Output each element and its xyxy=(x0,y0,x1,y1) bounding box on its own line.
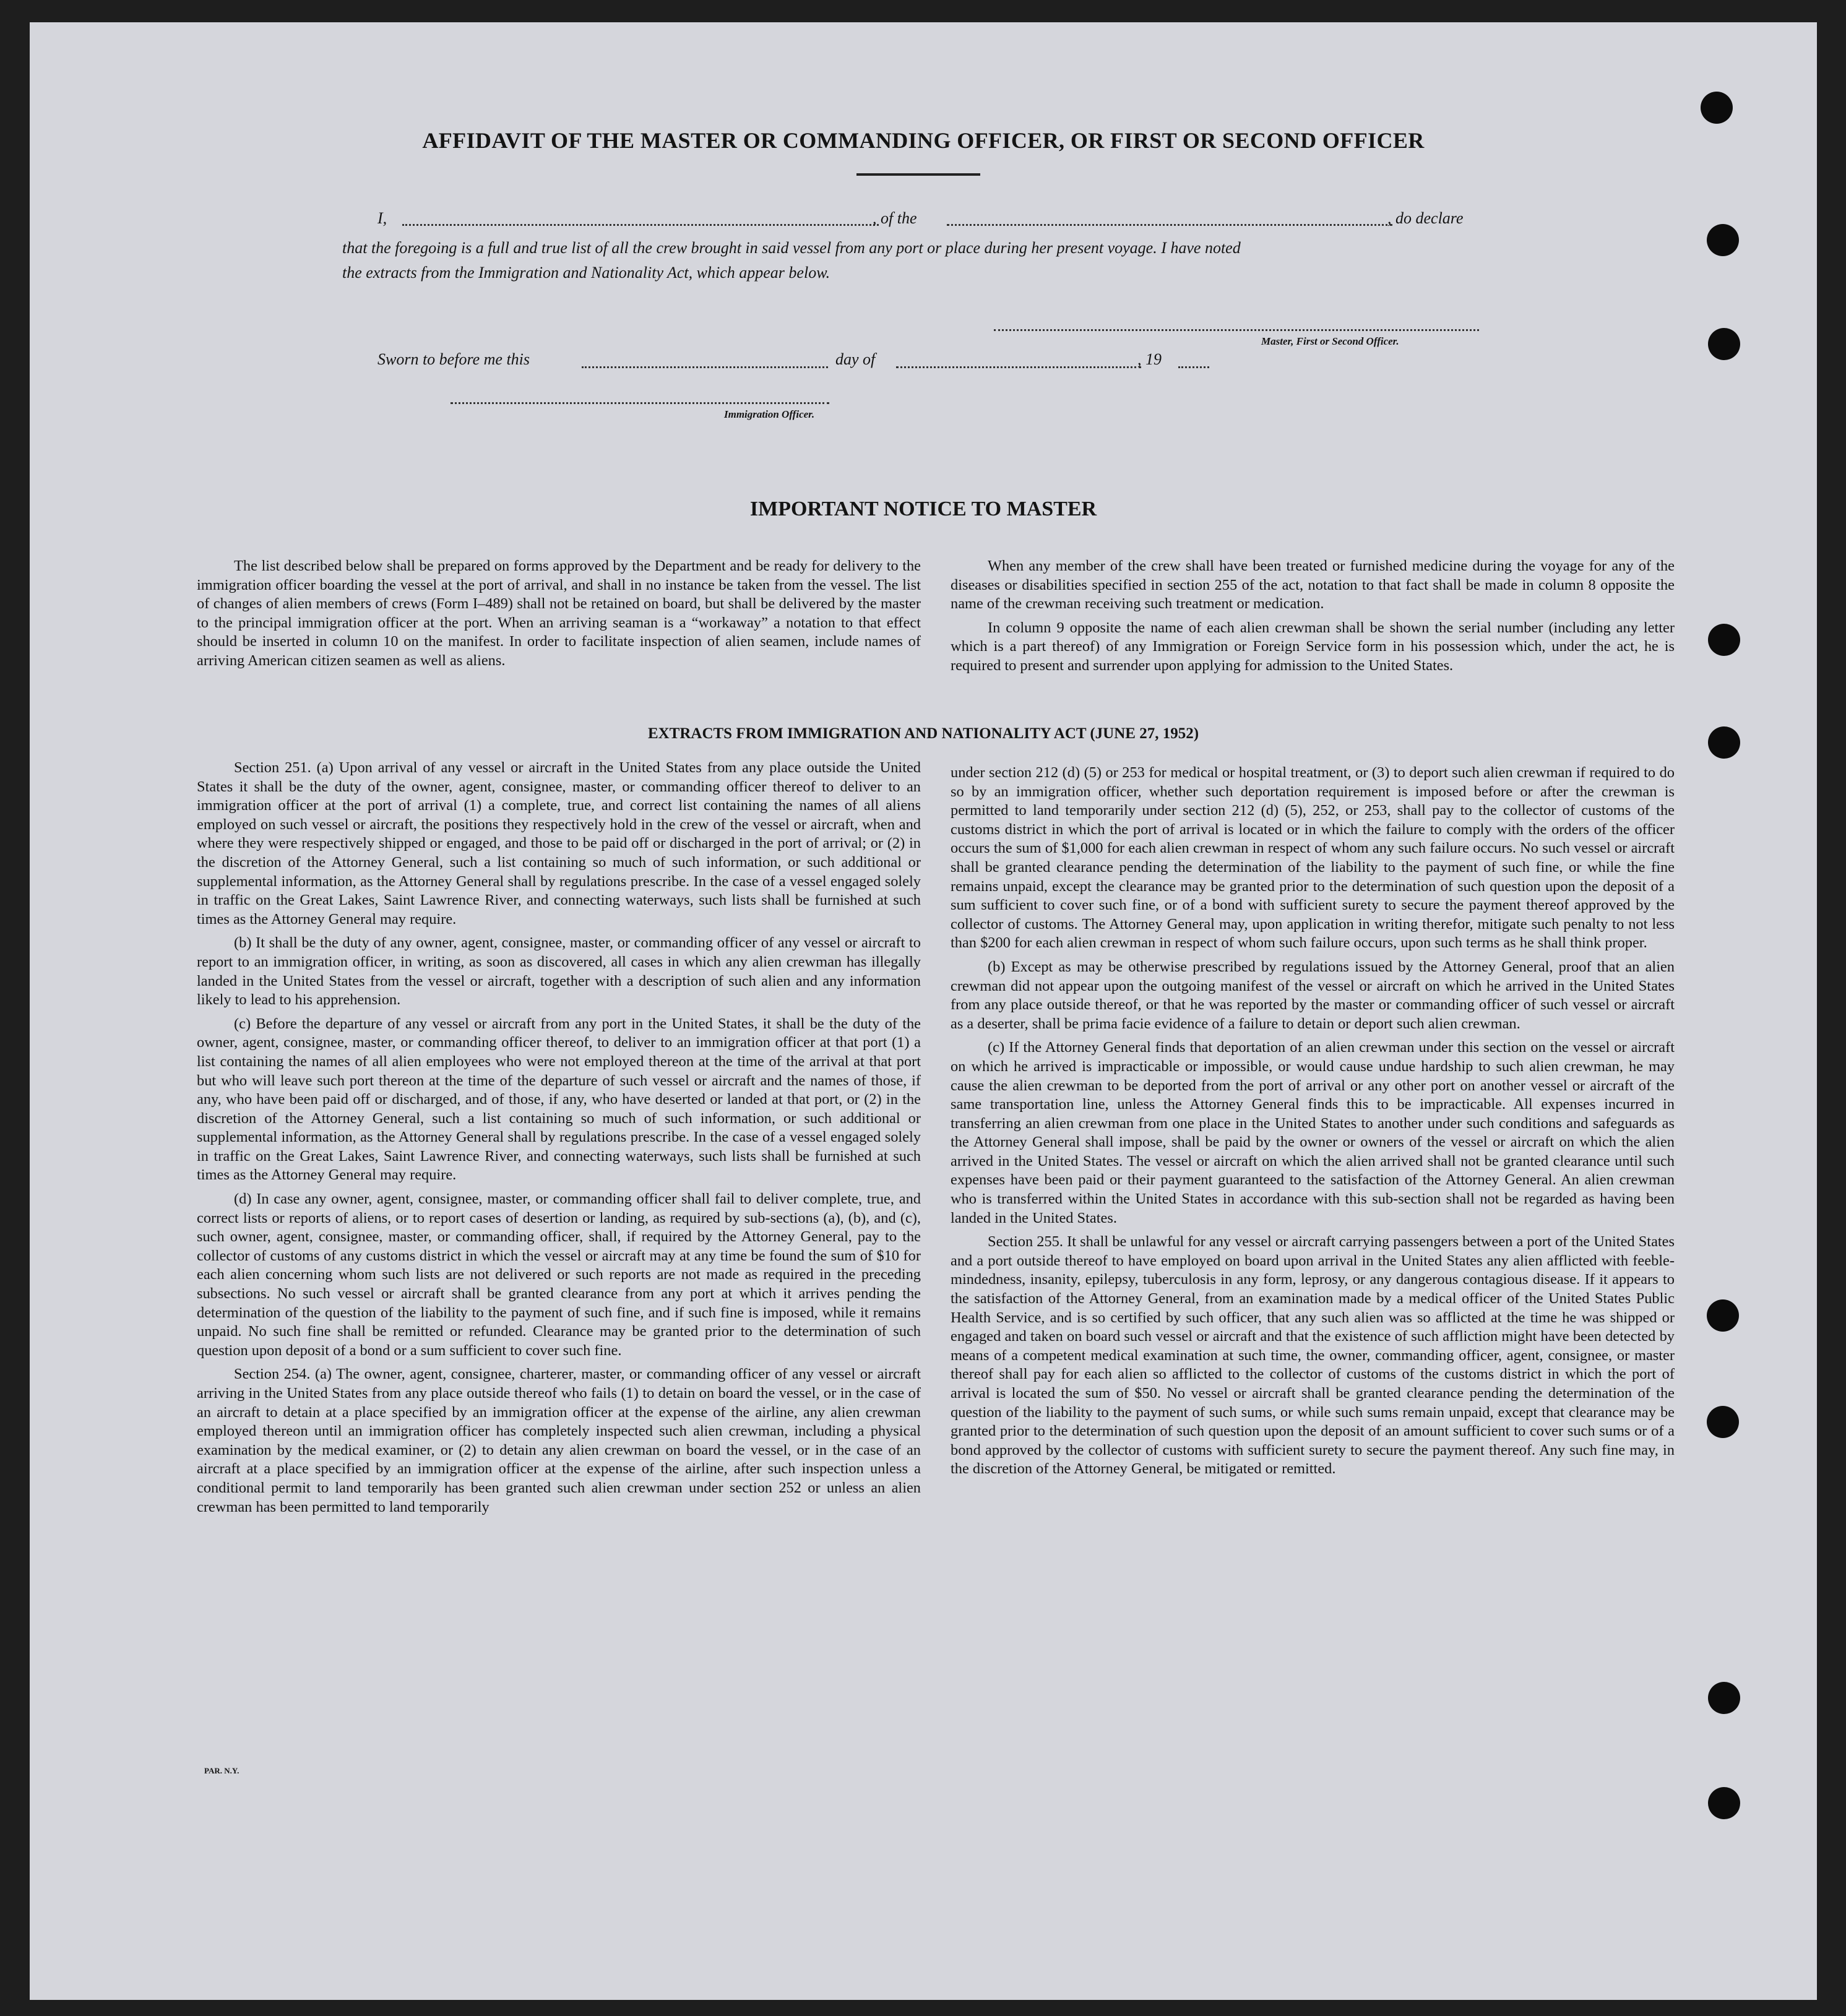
sworn-day-field[interactable] xyxy=(582,366,828,368)
binder-hole xyxy=(1708,1682,1740,1714)
binder-hole xyxy=(1708,328,1740,360)
section-251-b: (b) It shall be the duty of any owner, agent, consignee, master, or commanding officer of any vessel or aircraft to report to an immigration officer, in writing, as soon as discovered, all cases in which any alien crewman has illegally landed in the United States from the vessel or aircraft, together with a description of such alien and any information likely to lead to his apprehension. xyxy=(197,934,921,1009)
form-page xyxy=(30,22,1817,2000)
section-254-a-continued: under section 212 (d) (5) or 253 for medical or hospital treatment, or (3) to deport such alien crewman if required to do so by an immigration officer, whether such deportation requirement is imposed before or after the crewman is permitted to land temporarily under section 212 (d) (5), 252, or 253, shall pay to the collector of customs of the customs district in which the port of arrival is located or in which the failure to comply with the orders of the officer occurs the sum of $1,000 for each alien crewman in respect of whom any such failure occurs. No such vessel or aircraft shall be granted clearance pending the determination of the liability to the payment of such fine, or while the fine remains unpaid, except the clearance may be granted prior to the determination of such question upon the deposit of a sum sufficient to cover such fine, or of a bond with sufficient surety to secure the payment thereof approved by the collector of customs. The Attorney General may, upon application in writing therefor, mitigate such penalty to not less than $200 for each alien crewman in respect of whom such failure occurs, upon such terms as he shall think proper. xyxy=(951,764,1675,952)
binder-hole xyxy=(1707,1299,1739,1332)
notice-right-paragraph-1: When any member of the crew shall have been treated or furnished medicine during the voyage for any of the diseases or disabilities specified in section 255 of the act, notation to that fact shall be made in column 8 opposite the name of the crewman receiving such treatment or medication. xyxy=(951,558,1675,613)
master-signature-label: Master, First or Second Officer. xyxy=(1261,335,1399,347)
day-of-label: day of xyxy=(835,350,876,368)
sworn-month-field[interactable] xyxy=(896,366,1141,368)
extracts-title: EXTRACTS FROM IMMIGRATION AND NATIONALITY ACT (JUNE 27, 1952) xyxy=(647,725,1199,742)
notice-left-column xyxy=(197,557,921,676)
printer-mark: PAR. N.Y. xyxy=(204,1766,239,1775)
section-255: Section 255. It shall be unlawful for any vessel or aircraft carrying passengers between a port of the United States and a port outside thereof to have employed on board upon arrival in the United States any alien afflicted with feeble-mindedness, insanity, epilepsy, tuberculosis in any form, leprosy, or any dangerous contagious disease. If it appears to the satisfaction of the Attorney General, from an examination made by a medical officer of the United States Public Health Service, and is so certified by such officer, that any such alien was so afflicted at the time he was shipped or engaged and taken on board such vessel or aircraft and that the existence of such affliction might have been detected by means of a competent medical examination at such time, the owner, commanding officer, agent, consignee, or master thereof shall pay for each alien so afflicted to the collector of customs of the customs district in which the port of arrival is located the sum of $50. No vessel or aircraft shall be granted clearance pending the determination of the question of the liability to the payment of such sums, or while such sums remain unpaid, except that clearance may be granted prior to the determination of such question upon the deposit of an amount sufficient to cover such sums or of a bond approved by the collector of customs with sufficient surety to secure the payment thereof. Any such fine may, in the discretion of the Attorney General, be mitigated or remitted. xyxy=(951,1233,1675,1478)
immigration-officer-label: Immigration Officer. xyxy=(724,408,815,420)
sworn-label: Sworn to before me this xyxy=(377,350,530,368)
binder-hole xyxy=(1708,624,1740,656)
name-field[interactable] xyxy=(402,224,879,226)
section-254-a: Section 254. (a) The owner, agent, consignee, charterer, master, or commanding officer of any vessel or aircraft arriving in the United States from any place outside thereof who fails (1) to detain on board the vessel, or in the case of an aircraft to detain at a place specified by an immigration officer at the expense of the airline, any alien crewman employed thereon until an immigration officer has completely inspected such alien crewman, including a physical examination by the medical examiner, or (2) to detain any alien crewman on board the vessel, or in the case of an aircraft at a place specified by an immigration officer at the expense of the airline, after such inspection unless a conditional permit to land temporarily has been granted such alien crewman under section 252 or unless an alien crewman has been permitted to land temporarily xyxy=(197,1366,921,1515)
notice-right-paragraph-2: In column 9 opposite the name of each alien crewman shall be shown the serial number (including any letter which is a part thereof) of any Immigration or Foreign Service form in his possession which, under the act, he is required to present and surrender upon applying for admission to the United States. xyxy=(951,619,1675,674)
vessel-field[interactable] xyxy=(947,224,1392,226)
section-251-c: (c) Before the departure of any vessel or aircraft from any port in the United States, it shall be the duty of the owner, agent, consignee, master, or commanding officer thereof, to deliver to an immigration officer at that port (1) a list containing the names of all alien employees who were not employed thereon at the time of the arrival at that port but who will leave such port thereon at the time of the departure of such vessel or aircraft and the names of those, if any, who have been paid off or discharged, and of those, if any, who have deserted or landed at that port, or (2) in the discretion of the Attorney General, such a list containing so much of such information, or such additional or supplemental information, as the Attorney General shall by regulations prescribe. In the case of a vessel engaged solely in traffic on the Great Lakes, Saint Lawrence River, and connecting waterways, such lists shall be furnished at such times as the Attorney General may require. xyxy=(197,1015,921,1184)
year-label: , 19 xyxy=(1137,350,1162,368)
extracts-right-column xyxy=(951,764,1675,1484)
binder-hole xyxy=(1707,1406,1739,1438)
section-251-a: Section 251. (a) Upon arrival of any vessel or aircraft in the United States from any place outside the United States it shall be the duty of the owner, agent, consignee, master, or commanding officer thereof to deliver to an immigration officer at the port of arrival (1) a complete, true, and correct list containing the names of all aliens employed on such vessel or aircraft, the positions they respectively hold in the crew of the vessel or aircraft, when and where they were respectively shipped or engaged, and those to be paid off or discharged in the port of arrival; or (2) in the discretion of the Attorney General, such a list containing so much of such information, or such additional or supplemental information, as the Attorney General shall by regulations prescribe. In the case of a vessel engaged solely in traffic on the Great Lakes, Saint Lawrence River, and connecting waterways, such lists shall be furnished at such times as the Attorney General may require. xyxy=(197,759,921,928)
affidavit-title: AFFIDAVIT OF THE MASTER OR COMMANDING OFFICER, OR FIRST OR SECOND OFFICER xyxy=(422,128,1425,153)
statement-line-1: that the foregoing is a full and true list of all the crew brought in said vessel from any port or place during her present voyage. I have noted xyxy=(342,239,1241,257)
do-declare-label: , do declare xyxy=(1387,209,1464,227)
binder-hole xyxy=(1707,224,1739,256)
i-label: I, xyxy=(377,209,387,227)
notice-right-column xyxy=(951,557,1675,681)
binder-hole xyxy=(1708,1787,1740,1819)
of-the-label: , of the xyxy=(873,209,917,227)
statement-line-2: the extracts from the Immigration and Nationality Act, which appear below. xyxy=(342,264,830,282)
section-254-c: (c) If the Attorney General finds that deportation of an alien crewman under this section on the vessel or aircraft on which he arrived is impracticable or impossible, or would cause undue hardship to such alien crewman, he may cause the alien crewman to be deported from the port of arrival or any other port on another vessel or aircraft of the same transportation line, unless the Attorney General finds this to be impracticable. All expenses incurred in transferring an alien crewman from one place in the United States to another under such conditions and safeguards as the Attorney General shall impose, shall be paid by the owner or owners of the vessel or aircraft on which the alien arrived in the United States. The vessel or aircraft on which the alien arrived shall not be granted clearance until such expenses have been paid or their payment guaranteed to the satisfaction of the Attorney General. An alien crewman who is transferred within the United States in accordance with this sub-section shall not be regarded as having been landed in the United States. xyxy=(951,1039,1675,1226)
title-rule xyxy=(856,173,980,176)
extracts-left-column xyxy=(197,759,921,1522)
section-251-d: (d) In case any owner, agent, consignee, master, or commanding officer shall fail to deliver complete, true, and correct lists or reports of aliens, or to report cases of desertion or landing, as required by sub-sections (a), (b), and (c), such owner, agent, consignee, master, or commanding officer, shall, if required by the Attorney General, pay to the collector of customs of any customs district in which the vessel or aircraft may at any time be found the sum of $10 for each alien concerning whom such lists are not delivered or such reports are not made as required in the preceding subsections. No such vessel or aircraft shall be granted clearance from any port at which it arrives pending the determination of the question of the liability to the payment of such fine, and if such fine is imposed, while it remains unpaid. No such fine shall be remitted or refunded. Clearance may be granted prior to the determination of such question upon deposit of a bond or a sum sufficient to cover such fine. xyxy=(197,1191,921,1359)
master-signature-field[interactable] xyxy=(994,329,1479,331)
section-254-b: (b) Except as may be otherwise prescribed by regulations issued by the Attorney General, proof that an alien crewman did not appear upon the outgoing manifest of the vessel or aircraft on which he arrived in the United States from any place outside thereof, or that he was reported by the master or commanding officer of such vessel or aircraft as a deserter, shall be prima facie evidence of a failure to detain or deport such alien crewman. xyxy=(951,958,1675,1032)
binder-hole xyxy=(1701,92,1733,124)
notice-title: IMPORTANT NOTICE TO MASTER xyxy=(749,498,1097,520)
immigration-officer-signature-field[interactable] xyxy=(451,402,829,404)
notice-left-paragraph: The list described below shall be prepared on forms approved by the Department and be ready for delivery to the immigration officer boarding the vessel at the port of arrival, and shall in no instance be taken from the vessel. The list of changes of alien members of crews (Form I–489) shall not be retained on board, but shall be delivered by the master to the principal immigration officer at the port. When an arriving seaman is a “workaway” a notation to that effect should be inserted in column 10 on the manifest. In order to facilitate inspection of alien seamen, include names of arriving American citizen seamen as well as aliens. xyxy=(197,558,921,669)
sworn-year-field[interactable] xyxy=(1178,366,1209,368)
